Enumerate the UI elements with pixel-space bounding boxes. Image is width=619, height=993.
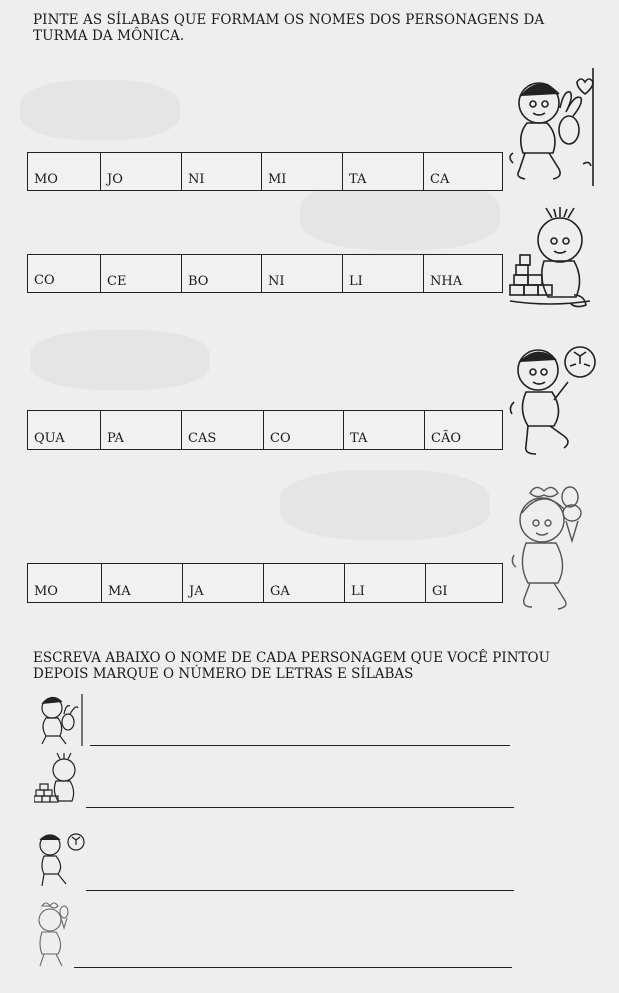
syllable-cell[interactable]: CE: [101, 255, 182, 292]
syllable-cell[interactable]: MO: [28, 564, 102, 602]
syllable-row-2: [27, 254, 503, 293]
syllable-row-1: [27, 152, 503, 191]
syllable-cell[interactable]: NHA: [430, 274, 463, 289]
syllable-cell[interactable]: MA: [102, 564, 183, 602]
syllable-cell[interactable]: NI: [182, 153, 262, 190]
syllable-cell[interactable]: GI: [432, 584, 448, 599]
syllable-cell[interactable]: MO: [28, 153, 101, 190]
syllable-cell[interactable]: JO: [101, 153, 182, 190]
syllable-cell[interactable]: TA: [344, 411, 425, 449]
magali-with-bunny-icon: [505, 68, 595, 186]
page-title: [33, 12, 593, 44]
syllable-cell[interactable]: BO: [182, 255, 262, 292]
syllable-cell[interactable]: LI: [345, 564, 426, 602]
title-line-2: TURMA DA MÔNICA.: [33, 28, 185, 44]
syllable-cell[interactable]: NI: [262, 255, 343, 292]
syllable-cell[interactable]: CA: [430, 172, 450, 187]
background-shape: [280, 470, 490, 540]
background-shape: [30, 330, 210, 390]
syllable-cell[interactable]: GA: [264, 564, 345, 602]
instructions: [33, 650, 603, 682]
instructions-line-1: ESCREVA ABAIXO O NOME DE CADA PERSONAGEM QUE VOCÊ PINTOU: [33, 650, 550, 666]
syllable-cell[interactable]: MI: [262, 153, 343, 190]
title-line-1: PINTE AS SÍLABAS QUE FORMAM OS NOMES DOS PERSONAGENS DA: [33, 12, 545, 28]
syllable-row-3: [27, 410, 503, 450]
magali-with-icecream-icon: [510, 475, 595, 613]
syllable-cell[interactable]: QUA: [28, 411, 101, 449]
answer-line-4[interactable]: [74, 967, 512, 968]
instructions-line-2: DEPOIS MARQUE O NÚMERO DE LETRAS E SÍLABAS: [33, 666, 414, 682]
cebolinha-with-blocks-icon: [34, 752, 84, 808]
answer-line-2[interactable]: [86, 807, 514, 808]
background-shape: [20, 80, 180, 140]
answer-line-3[interactable]: [86, 890, 514, 891]
magali-with-bunny-icon: [34, 692, 84, 748]
cascao-with-ball-icon: [508, 340, 598, 458]
syllable-cell[interactable]: TA: [343, 153, 424, 190]
magali-with-icecream-icon: [34, 898, 74, 970]
syllable-row-4: [27, 563, 503, 603]
syllable-cell[interactable]: CO: [28, 255, 101, 292]
cebolinha-with-blocks-icon: [508, 205, 598, 317]
syllable-cell[interactable]: LI: [343, 255, 424, 292]
syllable-cell[interactable]: CÃO: [431, 431, 461, 446]
syllable-cell[interactable]: CAS: [182, 411, 264, 449]
syllable-cell[interactable]: CO: [264, 411, 344, 449]
answer-line-1[interactable]: [90, 745, 510, 746]
cascao-with-ball-icon: [34, 830, 86, 890]
syllable-cell[interactable]: PA: [101, 411, 182, 449]
syllable-cell[interactable]: JA: [183, 564, 264, 602]
